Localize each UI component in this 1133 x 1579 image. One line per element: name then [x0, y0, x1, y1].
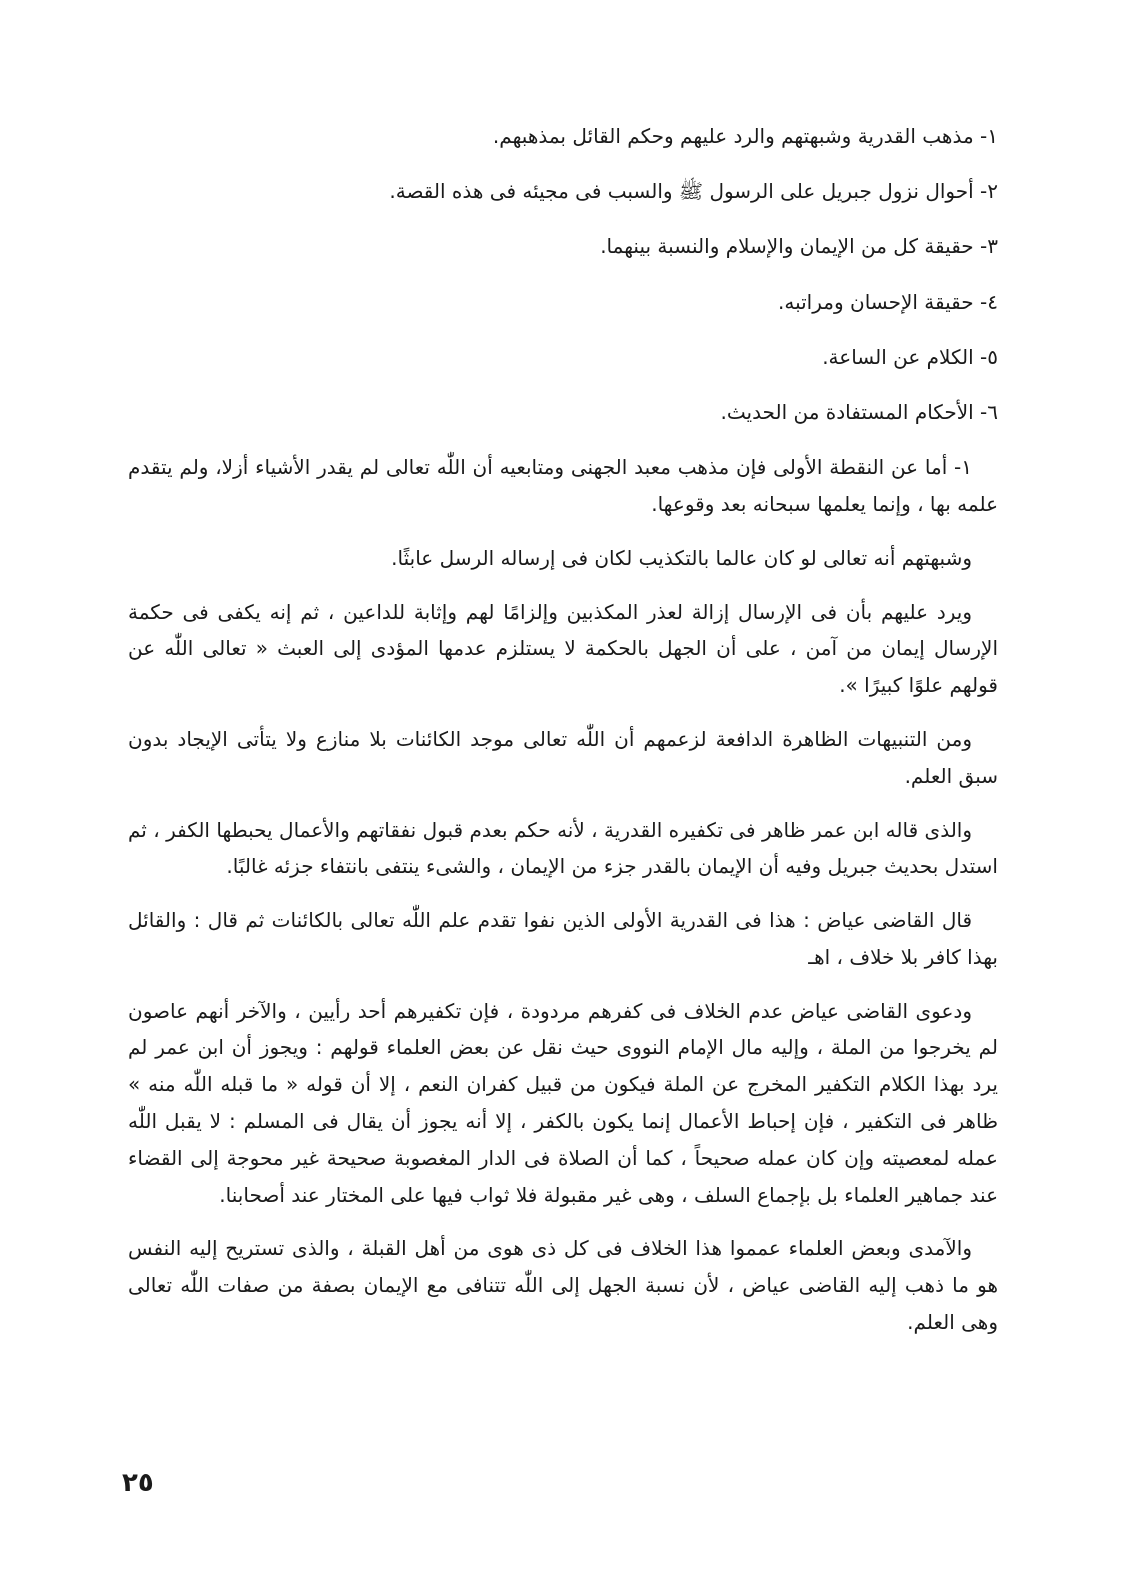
list-item-3: ٣- حقيقة كل من الإيمان والإسلام والنسبة بينهما.: [600, 234, 998, 259]
list-item-6: ٦- الأحكام المستفادة من الحديث.: [720, 399, 998, 424]
paragraph-rebuttal: ويرد عليهم بأن فى الإرسال إزالة لعذر المكذبين وإلزامًا لهم وإثابة للداعين ، ثم إنه يكفى فى حكمة الإرسال إيمان من آمن ، على أن الجهل بالحكمة لا يستلزم عدمها المؤدى إلى العبث « تعالى اللّٰه عن قولهم علوًا كبيرًا ».: [128, 599, 998, 698]
paragraph-first-point: ١- أما عن النقطة الأولى فإن مذهب معبد الجهنى ومتابعيه أن اللّٰه تعالى لم يقدر الأشياء أزلا، ولم يتقدم علمه بها ، وإنما يعلمها سبحانه بعد وقوعها.: [128, 455, 998, 516]
page-number: ٢٥: [122, 1468, 154, 1498]
paragraph-claim-refuted: ودعوى القاضى عياض عدم الخلاف فى كفرهم مردودة ، فإن تكفيرهم أحد رأيين ، والآخر أنهم عاصون لم يخرجوا من الملة ، وإليه مال الإمام النووى حيث نقل عن بعض العلماء قولهم : ويجوز أن ابن عمر لم يرد بهذا الكلام التكفير المخرج عن الملة فيكون من قبيل كفران النعم ، إلا أن قوله « ما قبله اللّٰه منه » ظاهر فى التكفير ، فإن إحباط الأعمال إنما يكون بالكفر ، إلا أنه يجوز أن يقال فى المسلم : لا يقبل اللّٰه عمله لمعصيته وإن كان عمله صحيحاً ، كما أن الصلاة فى الدار المغصوبة صحيحة غير محوجة إلى القضاء عند جماهير العلماء بل بإجماع السلف ، وهى غير مقبولة فلا ثواب فيها على المختار عند أصحابنا.: [128, 998, 998, 1207]
paragraph-their-doubt: وشبهتهم أنه تعالى لو كان عالما بالتكذيب لكان فى إرساله الرسل عابثًا.: [391, 545, 972, 570]
list-item-5: ٥- الكلام عن الساعة.: [822, 344, 998, 369]
paragraph-conclusion: والآمدى وبعض العلماء عمموا هذا الخلاف فى كل ذى هوى من أهل القبلة ، والذى تستريح إليه النفس هو ما ذهب إليه القاضى عياض ، لأن نسبة الجهل إلى اللّٰه تتنافى مع الإيمان بصفة من صفات اللّٰه تعالى وهى العلم.: [128, 1236, 998, 1335]
paragraph-ibn-umar: والذى قاله ابن عمر ظاهر فى تكفيره القدرية ، لأنه حكم بعدم قبول نفقاتهم والأعمال يحبطها الكفر ، ثم استدل بحديث جبريل وفيه أن الإيمان بالقدر جزء من الإيمان ، والشىء ينتفى بانتفاء جزئه غالبًا.: [128, 817, 998, 879]
body-text: [128, 118, 998, 1358]
paragraph-qadi-iyad-quote: قال القاضى عياض : هذا فى القدرية الأولى الذين نفوا تقدم علم اللّٰه تعالى بالكائنات ثم قال : والقائل بهذا كافر بلا خلاف ، اهـ: [128, 908, 998, 969]
list-item-4: ٤- حقيقة الإحسان ومراتبه.: [778, 289, 998, 314]
paragraph-evident-remarks: ومن التنبيهات الظاهرة الدافعة لزعمهم أن اللّٰه تعالى موجد الكائنات بلا منازع ولا يتأتى الإيجاد بدون سبق العلم.: [128, 726, 998, 788]
list-item-1: ١- مذهب القدرية وشبهتهم والرد عليهم وحكم القائل بمذهبهم.: [492, 124, 998, 148]
list-item-2: ٢- أحوال نزول جبريل على الرسول ﷺ والسبب فى مجيئه فى هذه القصة.: [389, 179, 998, 204]
